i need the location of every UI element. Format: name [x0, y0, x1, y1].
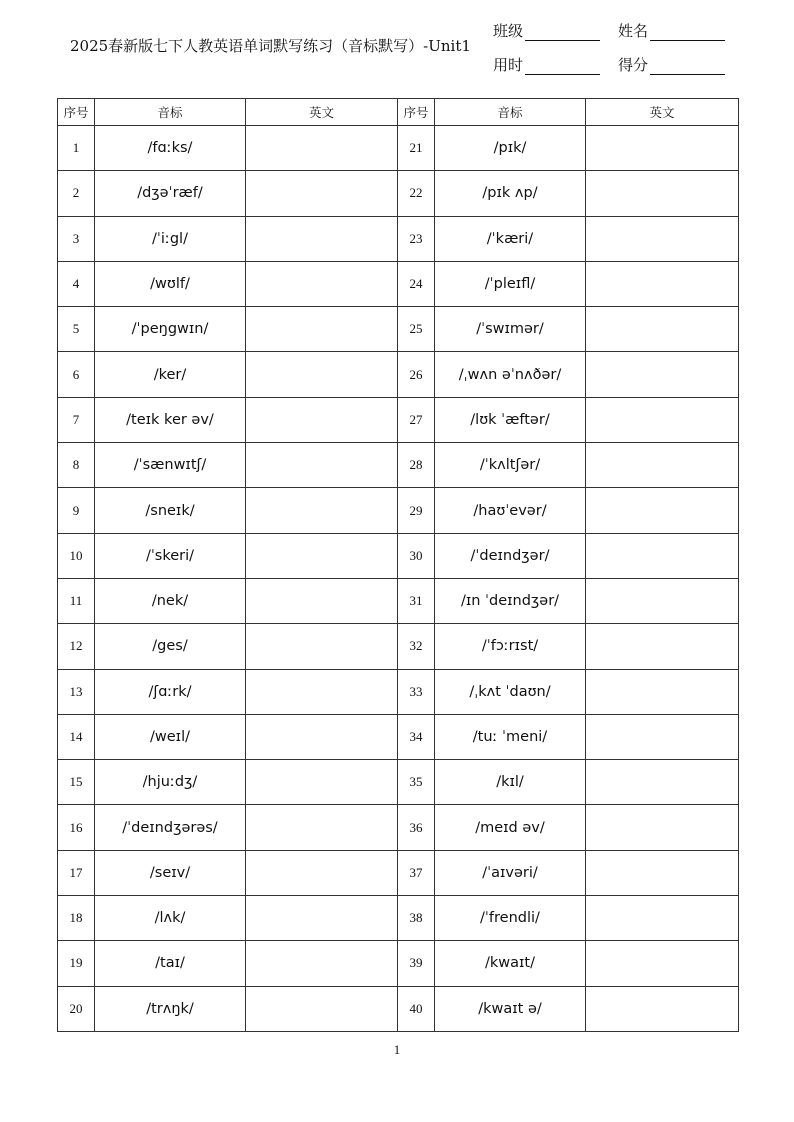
- row-index-left: 14: [58, 714, 95, 759]
- row-index-left: 1: [58, 126, 95, 171]
- score-label: 得分: [618, 56, 649, 74]
- table-row: [58, 624, 739, 669]
- row-index-right: 24: [398, 261, 435, 306]
- row-index-left: 7: [58, 397, 95, 442]
- table-row: [58, 669, 739, 714]
- table-row: [58, 805, 739, 850]
- table-row: [58, 443, 739, 488]
- row-index-right: 35: [398, 760, 435, 805]
- row-index-right: 38: [398, 896, 435, 941]
- phonetic-cell-left: /taɪ/: [95, 941, 246, 986]
- answer-cell-left[interactable]: [246, 533, 398, 578]
- answer-cell-left[interactable]: [246, 397, 398, 442]
- table-row: [58, 488, 739, 533]
- header-english-right: 英文: [586, 99, 739, 126]
- answer-cell-right[interactable]: [586, 307, 739, 352]
- answer-cell-right[interactable]: [586, 941, 739, 986]
- phonetic-cell-right: /kɪl/: [435, 760, 586, 805]
- phonetic-cell-right: /ˈkæri/: [435, 216, 586, 261]
- row-index-right: 33: [398, 669, 435, 714]
- answer-cell-right[interactable]: [586, 216, 739, 261]
- phonetic-cell-right: /ˈpleɪfl/: [435, 261, 586, 306]
- header-index-right: 序号: [398, 99, 435, 126]
- phonetic-cell-right: /kwaɪt ə/: [435, 986, 586, 1031]
- phonetic-cell-left: /weɪl/: [95, 714, 246, 759]
- table-header-row: [58, 99, 739, 126]
- phonetic-cell-right: /kwaɪt/: [435, 941, 586, 986]
- answer-cell-left[interactable]: [246, 261, 398, 306]
- time-field: [493, 54, 600, 75]
- phonetic-cell-right: /ˌwʌn əˈnʌðər/: [435, 352, 586, 397]
- row-index-right: 21: [398, 126, 435, 171]
- table-row: [58, 986, 739, 1031]
- phonetic-cell-left: /lʌk/: [95, 896, 246, 941]
- phonetic-cell-right: /ɪn ˈdeɪndʒər/: [435, 578, 586, 623]
- phonetic-cell-left: /ˈpeŋgwɪn/: [95, 307, 246, 352]
- table-row: [58, 896, 739, 941]
- row-index-right: 22: [398, 171, 435, 216]
- name-label: 姓名: [618, 22, 649, 40]
- time-blank[interactable]: [525, 60, 600, 75]
- row-index-right: 25: [398, 307, 435, 352]
- row-index-right: 30: [398, 533, 435, 578]
- answer-cell-right[interactable]: [586, 488, 739, 533]
- row-index-right: 37: [398, 850, 435, 895]
- phonetic-cell-right: /tuː ˈmeni/: [435, 714, 586, 759]
- phonetic-cell-right: /meɪd əv/: [435, 805, 586, 850]
- answer-cell-left[interactable]: [246, 760, 398, 805]
- table-row: [58, 307, 739, 352]
- row-index-left: 2: [58, 171, 95, 216]
- row-index-left: 20: [58, 986, 95, 1031]
- phonetic-cell-left: /trʌŋk/: [95, 986, 246, 1031]
- row-index-right: 23: [398, 216, 435, 261]
- answer-cell-right[interactable]: [586, 805, 739, 850]
- phonetic-cell-right: /ˈkʌltʃər/: [435, 443, 586, 488]
- phonetic-cell-right: /haʊˈevər/: [435, 488, 586, 533]
- row-index-right: 36: [398, 805, 435, 850]
- row-index-left: 13: [58, 669, 95, 714]
- answer-cell-right[interactable]: [586, 126, 739, 171]
- phonetic-cell-left: /ker/: [95, 352, 246, 397]
- table-row: [58, 352, 739, 397]
- answer-cell-left[interactable]: [246, 941, 398, 986]
- header-phonetic-right: 音标: [435, 99, 586, 126]
- row-index-right: 31: [398, 578, 435, 623]
- row-index-right: 27: [398, 397, 435, 442]
- answer-cell-right[interactable]: [586, 261, 739, 306]
- phonetic-cell-right: /ˈfɔːrɪst/: [435, 624, 586, 669]
- phonetic-cell-left: /ges/: [95, 624, 246, 669]
- dictation-table: [57, 98, 739, 1032]
- answer-cell-right[interactable]: [586, 760, 739, 805]
- row-index-left: 11: [58, 578, 95, 623]
- row-index-right: 34: [398, 714, 435, 759]
- phonetic-cell-left: /seɪv/: [95, 850, 246, 895]
- phonetic-cell-left: /fɑːks/: [95, 126, 246, 171]
- phonetic-cell-left: /nek/: [95, 578, 246, 623]
- row-index-right: 26: [398, 352, 435, 397]
- phonetic-cell-left: /hjuːdʒ/: [95, 760, 246, 805]
- page-number: 1: [393, 1042, 401, 1057]
- class-blank[interactable]: [525, 26, 600, 41]
- class-field: [493, 20, 600, 41]
- phonetic-cell-left: /ʃɑːrk/: [95, 669, 246, 714]
- phonetic-cell-left: /ˈdeɪndʒərəs/: [95, 805, 246, 850]
- answer-cell-right[interactable]: [586, 850, 739, 895]
- phonetic-cell-left: /ˈsænwɪtʃ/: [95, 443, 246, 488]
- score-blank[interactable]: [650, 60, 725, 75]
- row-index-left: 4: [58, 261, 95, 306]
- row-index-right: 32: [398, 624, 435, 669]
- answer-cell-left[interactable]: [246, 714, 398, 759]
- row-index-left: 19: [58, 941, 95, 986]
- phonetic-cell-right: /ˌkʌt ˈdaʊn/: [435, 669, 586, 714]
- row-index-right: 28: [398, 443, 435, 488]
- page-title: 2025春新版七下人教英语单词默写练习（音标默写）-Unit1: [70, 37, 471, 55]
- table-row: [58, 760, 739, 805]
- row-index-left: 15: [58, 760, 95, 805]
- answer-cell-left[interactable]: [246, 488, 398, 533]
- table-row: [58, 171, 739, 216]
- row-index-left: 10: [58, 533, 95, 578]
- answer-cell-right[interactable]: [586, 352, 739, 397]
- phonetic-cell-right: /ˈdeɪndʒər/: [435, 533, 586, 578]
- answer-cell-right[interactable]: [586, 669, 739, 714]
- phonetic-cell-left: /ˈiːgl/: [95, 216, 246, 261]
- row-index-left: 6: [58, 352, 95, 397]
- row-index-right: 39: [398, 941, 435, 986]
- header-index-left: 序号: [58, 99, 95, 126]
- table-row: [58, 578, 739, 623]
- phonetic-cell-left: /sneɪk/: [95, 488, 246, 533]
- row-index-left: 8: [58, 443, 95, 488]
- table-row: [58, 261, 739, 306]
- row-index-left: 5: [58, 307, 95, 352]
- answer-cell-left[interactable]: [246, 307, 398, 352]
- phonetic-cell-left: /teɪk ker əv/: [95, 397, 246, 442]
- header-phonetic-left: 音标: [95, 99, 246, 126]
- table-row: [58, 216, 739, 261]
- answer-cell-left[interactable]: [246, 850, 398, 895]
- table-row: [58, 533, 739, 578]
- score-field: [618, 54, 725, 75]
- row-index-left: 12: [58, 624, 95, 669]
- answer-cell-left[interactable]: [246, 578, 398, 623]
- phonetic-cell-left: /ˈskeri/: [95, 533, 246, 578]
- row-index-right: 40: [398, 986, 435, 1031]
- answer-cell-left[interactable]: [246, 624, 398, 669]
- row-index-left: 18: [58, 896, 95, 941]
- answer-cell-right[interactable]: [586, 624, 739, 669]
- name-blank[interactable]: [650, 26, 725, 41]
- answer-cell-right[interactable]: [586, 171, 739, 216]
- phonetic-cell-right: /ˈfrendli/: [435, 896, 586, 941]
- answer-cell-left[interactable]: [246, 216, 398, 261]
- phonetic-cell-right: /ˈaɪvəri/: [435, 850, 586, 895]
- header-english-left: 英文: [246, 99, 398, 126]
- answer-cell-left[interactable]: [246, 171, 398, 216]
- phonetic-cell-right: /pɪk ʌp/: [435, 171, 586, 216]
- table-row: [58, 714, 739, 759]
- answer-cell-right[interactable]: [586, 397, 739, 442]
- table-row: [58, 941, 739, 986]
- answer-cell-left[interactable]: [246, 352, 398, 397]
- answer-cell-left[interactable]: [246, 986, 398, 1031]
- row-index-left: 17: [58, 850, 95, 895]
- row-index-left: 16: [58, 805, 95, 850]
- answer-cell-left[interactable]: [246, 443, 398, 488]
- row-index-right: 29: [398, 488, 435, 533]
- phonetic-cell-left: /wʊlf/: [95, 261, 246, 306]
- phonetic-cell-right: /lʊk ˈæftər/: [435, 397, 586, 442]
- answer-cell-right[interactable]: [586, 578, 739, 623]
- row-index-left: 3: [58, 216, 95, 261]
- table-row: [58, 126, 739, 171]
- answer-cell-left[interactable]: [246, 669, 398, 714]
- table-row: [58, 397, 739, 442]
- phonetic-cell-right: /ˈswɪmər/: [435, 307, 586, 352]
- answer-cell-right[interactable]: [586, 714, 739, 759]
- answer-cell-right[interactable]: [586, 533, 739, 578]
- row-index-left: 9: [58, 488, 95, 533]
- class-label: 班级: [493, 22, 524, 40]
- answer-cell-right[interactable]: [586, 896, 739, 941]
- name-field: [618, 20, 725, 41]
- time-label: 用时: [493, 56, 524, 74]
- phonetic-cell-right: /pɪk/: [435, 126, 586, 171]
- answer-cell-right[interactable]: [586, 986, 739, 1031]
- answer-cell-left[interactable]: [246, 126, 398, 171]
- answer-cell-left[interactable]: [246, 896, 398, 941]
- table-row: [58, 850, 739, 895]
- answer-cell-right[interactable]: [586, 443, 739, 488]
- phonetic-cell-left: /dʒəˈræf/: [95, 171, 246, 216]
- answer-cell-left[interactable]: [246, 805, 398, 850]
